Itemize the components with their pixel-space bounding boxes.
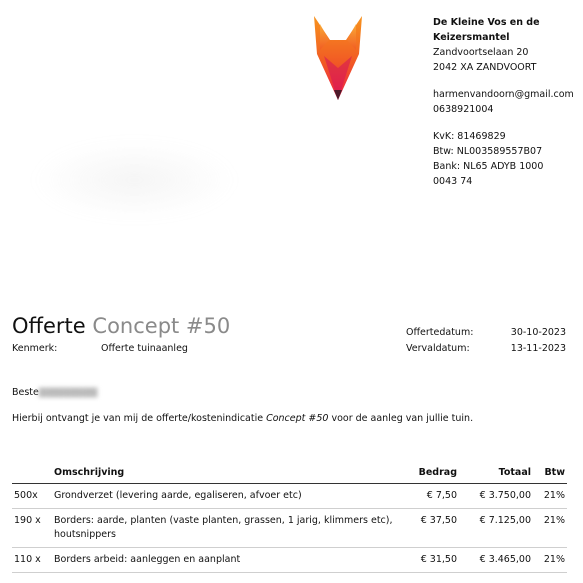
company-kvk: KvK: 81469829 [433,131,506,142]
salutation-greeting: Beste [12,387,39,398]
intro-text [12,412,473,426]
row-description: Borders arbeid: aanleggen en aanplant [54,554,241,565]
header-price: Bedrag [418,467,457,478]
offer-date-value: 30-10-2023 [510,327,566,338]
row-price: € 31,50 [420,554,457,565]
header-description: Omschrijving [54,467,125,478]
kenmerk-label: Kenmerk: [12,343,58,354]
header-vat: Btw [544,467,565,478]
table-header-row [12,464,567,484]
company-name: De Kleine Vos en de [433,17,540,28]
company-bank-line2: 0043 74 [433,176,473,187]
line-items-table [12,464,567,573]
intro-text-reference: Concept #50 [266,413,329,424]
company-name-line2: Keizersmantel [433,32,510,43]
row-price: € 7,50 [426,490,457,501]
company-details [433,15,583,189]
row-vat: 21% [543,554,565,565]
document-type: Offerte [12,314,86,338]
table-row [12,509,567,548]
row-quantity: 500x [14,490,38,501]
header-total: Totaal [498,467,531,478]
offer-date-label: Offertedatum: [406,327,474,338]
company-bank: Bank: NL65 ADYB 1000 [433,161,544,172]
company-street: Zandvoortselaan 20 [433,47,529,58]
row-quantity: 110 x [14,554,41,565]
row-quantity: 190 x [14,515,41,526]
company-btw: Btw: NL003589557B07 [433,146,543,157]
expiry-date-label: Vervaldatum: [406,343,470,354]
row-description: Borders: aarde, planten (vaste planten, grassen, 1 jarig, klimmers etc), houtsnippers [54,515,393,540]
row-description: Grondverzet (levering aarde, egaliseren, afvoer etc) [54,490,302,501]
row-vat: 21% [543,515,565,526]
row-vat: 21% [543,490,565,501]
intro-text-start: Hierbij ontvangt je van mij de offerte/kostenindicatie [12,413,267,424]
page-title [12,313,230,339]
row-total: € 3.750,00 [479,490,531,501]
company-email[interactable]: harmenvandoorn@gmail.com [433,89,574,100]
document-status: Concept #50 [92,314,231,338]
expiry-date-value: 13-11-2023 [510,343,566,354]
intro-text-end: voor de aanleg van jullie tuin. [328,413,474,424]
table-row [12,548,567,573]
kenmerk-value: Offerte tuinaanleg [101,343,188,354]
row-total: € 3.465,00 [479,554,531,565]
header-quantity [12,464,52,484]
salutation [12,387,97,399]
fox-logo-icon [312,14,364,102]
table-row [12,484,567,509]
recipient-address-redacted [32,140,237,220]
company-phone[interactable]: 0638921004 [433,104,494,115]
company-city: 2042 XA ZANDVOORT [433,62,537,73]
salutation-name-redacted: ▇▇▇▇▇▇▇▇ [38,387,98,398]
row-price: € 37,50 [420,515,457,526]
row-total: € 7.125,00 [479,515,531,526]
